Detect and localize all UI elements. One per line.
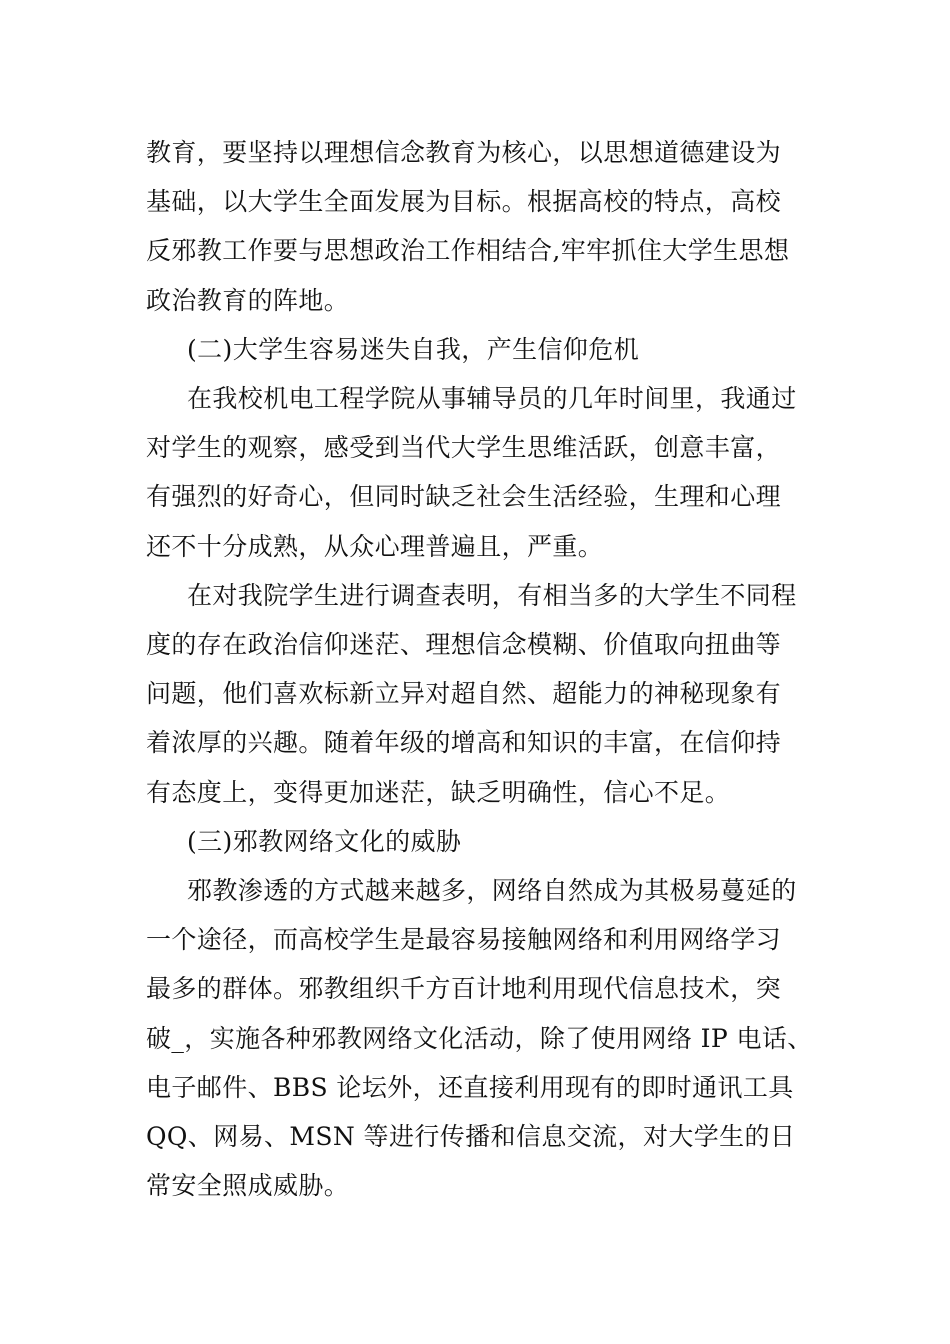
text-line: 一个途径，而高校学生是最容易接触网络和利用网络学习: [146, 925, 782, 955]
text-line: 最多的群体。邪教组织千方百计地利用现代信息技术，突: [146, 974, 782, 1004]
text-line: 有态度上，变得更加迷茫，缺乏明确性，信心不足。: [146, 777, 731, 807]
text-line: 基础，以大学生全面发展为目标。根据高校的特点，高校: [146, 187, 782, 217]
text-line: 常安全照成威胁。: [146, 1171, 350, 1201]
text-line: 破_，实施各种邪教网络文化活动，除了使用网络 IP 电话、: [146, 1023, 813, 1053]
text-line: 反邪教工作要与思想政治工作相结合,牢牢抓住大学生思想: [146, 236, 790, 266]
text-line: 还不十分成熟，从众心理普遍且，严重。: [146, 531, 604, 561]
text-line: 着浓厚的兴趣。随着年级的增高和知识的丰富，在信仰持: [146, 728, 782, 758]
text-line: QQ、网易、MSN 等进行传播和信息交流，对大学生的日: [146, 1122, 796, 1152]
text-line: 度的存在政治信仰迷茫、理想信念模糊、价值取向扭曲等: [146, 630, 782, 660]
text-line: 在我校机电工程学院从事辅导员的几年时间里，我通过: [187, 384, 797, 414]
text-line: 在对我院学生进行调查表明，有相当多的大学生不同程: [187, 580, 797, 610]
text-line: 教育，要坚持以理想信念教育为核心，以思想道德建设为: [146, 138, 782, 167]
text-line: 对学生的观察，感受到当代大学生思维活跃，创意丰富，: [146, 433, 782, 463]
text-line: 政治教育的阵地。: [146, 285, 350, 315]
text-line: 电子邮件、BBS 论坛外，还直接利用现有的即时通讯工具: [146, 1072, 794, 1102]
body-text: [146, 128, 846, 1210]
text-line: 有强烈的好奇心，但同时缺乏社会生活经验，生理和心理: [146, 482, 782, 512]
text-line: 邪教渗透的方式越来越多，网络自然成为其极易蔓延的: [187, 876, 797, 906]
text-line: 问题，他们喜欢标新立异对超自然、超能力的神秘现象有: [146, 679, 782, 709]
section-heading: (三)邪教网络文化的威胁: [187, 826, 462, 856]
section-heading: (二)大学生容易迷失自我，产生信仰危机: [187, 334, 640, 364]
